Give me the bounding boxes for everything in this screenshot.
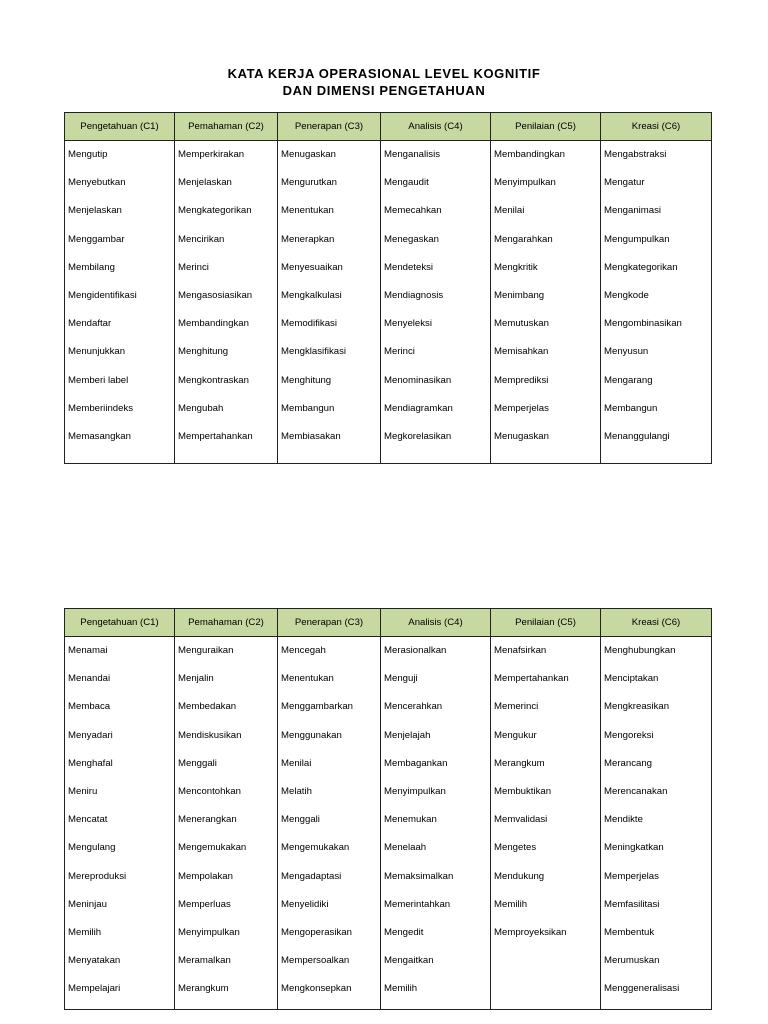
verb-item: Mengaudit <box>384 177 429 189</box>
header-pemahaman: Pemahaman (C2) <box>175 113 278 141</box>
verb-item: Membedakan <box>178 701 237 713</box>
verb-item: Mendukung <box>494 870 545 882</box>
column-c4 <box>381 637 491 1010</box>
column-c5 <box>491 637 601 1010</box>
verb-item: Mengklasifikasi <box>281 346 347 358</box>
verb-item: Membentuk <box>604 926 655 938</box>
verb-item: Mengatur <box>604 177 645 189</box>
verb-item: Mempersoalkan <box>281 955 350 967</box>
header-pemahaman: Pemahaman (C2) <box>175 609 278 637</box>
verb-item: Menyebutkan <box>68 177 126 189</box>
verb-item: Menemukan <box>384 814 437 826</box>
verb-item: Menjalin <box>178 673 214 685</box>
verb-item: Menyimpulkan <box>178 926 240 938</box>
verb-item: Menandai <box>68 673 111 685</box>
verb-item: Mengarang <box>604 374 653 386</box>
verb-item: Menggali <box>178 757 217 769</box>
header-penerapan: Penerapan (C3) <box>278 609 381 637</box>
verb-item: Menominasikan <box>384 374 452 386</box>
verb-item: Mengadaptasi <box>281 870 342 882</box>
verb-item: Mengetes <box>494 842 537 854</box>
verb-item: Menamai <box>68 645 108 656</box>
verb-item: Menggambarkan <box>281 701 353 713</box>
verb-item: Merencanakan <box>604 785 668 797</box>
verb-item: Mencontohkan <box>178 785 241 797</box>
verb-item: Mendiagramkan <box>384 402 453 414</box>
table-body-row <box>65 637 712 1010</box>
header-penilaian: Penilaian (C5) <box>491 609 601 637</box>
verb-item: Membangun <box>281 402 335 414</box>
verb-item: Menugaskan <box>494 430 549 442</box>
verb-item: Memilih <box>384 983 418 995</box>
verb-item: Memilih <box>68 926 102 938</box>
verb-item: Mengkontraskan <box>178 374 249 386</box>
verb-item: Mendikte <box>604 814 643 826</box>
verb-item: Mendaftar <box>68 318 112 330</box>
verb-item: Memperjelas <box>494 402 549 414</box>
column-c3 <box>278 141 381 464</box>
verb-item: Memvalidasi <box>494 814 548 826</box>
verb-item: Melatih <box>281 785 312 797</box>
verb-item: Mengoreksi <box>604 729 654 741</box>
header-penilaian: Penilaian (C5) <box>491 113 601 141</box>
verb-item: Membandingkan <box>178 318 249 330</box>
verb-item: Menerapkan <box>281 233 335 245</box>
table-header-row <box>65 609 712 637</box>
verb-item: Menyeleksi <box>384 318 432 330</box>
verb-item: Merancang <box>604 757 652 769</box>
verb-item: Menyatakan <box>68 955 121 967</box>
verb-item: Meningkatkan <box>604 842 664 854</box>
verb-item: Menyelidiki <box>281 898 329 910</box>
verb-item: Menjelaskan <box>68 205 122 217</box>
verb-item: Menganimasi <box>604 205 662 217</box>
page-title-line-1: KATA KERJA OPERASIONAL LEVEL KOGNITIF <box>227 66 541 81</box>
verb-item: Memerinci <box>494 701 539 713</box>
verb-item: Mereproduksi <box>68 870 127 882</box>
verb-item: Menyimpulkan <box>384 785 446 797</box>
header-kreasi: Kreasi (C6) <box>601 609 712 637</box>
verb-item: Menggali <box>281 814 320 826</box>
verb-item: Menguji <box>384 673 418 685</box>
verb-item: Memfasilitasi <box>604 898 660 910</box>
verb-item: Membandingkan <box>494 149 565 160</box>
column-c1 <box>65 637 175 1010</box>
verb-item: Memecahkan <box>384 205 442 217</box>
verb-item: Mengulang <box>68 842 116 854</box>
header-pengetahuan: Pengetahuan (C1) <box>65 113 175 141</box>
verb-item: Memerintahkan <box>384 898 451 910</box>
verb-item: Meninjau <box>68 898 107 910</box>
verb-item: Menugaskan <box>281 149 336 160</box>
verb-item: Menelaah <box>384 842 427 854</box>
verb-item: Mengedit <box>384 926 424 938</box>
header-analisis: Analisis (C4) <box>381 113 491 141</box>
verb-item: Menggunakan <box>281 729 342 741</box>
verb-item: Menyimpulkan <box>494 177 556 189</box>
verb-item: Membiasakan <box>281 430 341 442</box>
verb-item: Mengkalkulasi <box>281 289 342 301</box>
column-c3 <box>278 637 381 1010</box>
verb-item: Mencatat <box>68 814 108 826</box>
verb-item: Menilai <box>281 757 312 769</box>
verb-item: Mengkritik <box>494 261 538 273</box>
verb-item: Memperluas <box>178 898 231 910</box>
verb-item: Mempelajari <box>68 983 121 995</box>
verb-item: Menghafal <box>68 757 113 769</box>
verb-item: Mendeteksi <box>384 261 434 273</box>
verb-item: Meniru <box>68 785 98 797</box>
column-c2 <box>175 637 278 1010</box>
verb-item: Menafsirkan <box>494 645 547 656</box>
verb-item: Menciptakan <box>604 673 659 685</box>
verb-item: Megkorelasikan <box>384 430 452 442</box>
verb-item: Menganalisis <box>384 149 440 160</box>
verb-item: Mengarahkan <box>494 233 553 245</box>
verb-item: Memaksimalkan <box>384 870 454 882</box>
verb-item: Membagankan <box>384 757 448 769</box>
verb-item: Mengemukakan <box>281 842 350 854</box>
table-body-row <box>65 141 712 464</box>
page-title-line-2: DAN DIMENSI PENGETAHUAN <box>282 83 486 98</box>
verb-item: Memperkirakan <box>178 149 245 160</box>
verb-item: Mempertahankan <box>494 673 569 685</box>
verb-item: Memberi label <box>68 374 129 386</box>
header-pengetahuan: Pengetahuan (C1) <box>65 609 175 637</box>
verb-table-2 <box>64 608 712 1010</box>
verb-table-1 <box>64 112 712 464</box>
verb-item: Merasionalkan <box>384 645 447 656</box>
verb-item: Menggeneralisasi <box>604 983 680 995</box>
verb-item: Mendiskusikan <box>178 729 242 741</box>
verb-item: Menghubungkan <box>604 645 676 656</box>
column-c2 <box>175 141 278 464</box>
verb-item: Memprediksi <box>494 374 549 386</box>
column-c6 <box>601 141 712 464</box>
verb-item: Menyadari <box>68 729 113 741</box>
verb-item: Menentukan <box>281 205 334 217</box>
column-c5 <box>491 141 601 464</box>
verb-item: Mengemukakan <box>178 842 247 854</box>
verb-item: Memodifikasi <box>281 318 337 330</box>
verb-item: Mengkode <box>604 289 649 301</box>
verb-item: Mengkreasikan <box>604 701 670 713</box>
verb-item: Menimbang <box>494 289 545 301</box>
header-kreasi: Kreasi (C6) <box>601 113 712 141</box>
verb-item: Mengukur <box>494 729 537 741</box>
verb-item: Memperjelas <box>604 870 659 882</box>
column-c6 <box>601 637 712 1010</box>
verb-item: Menentukan <box>281 673 334 685</box>
verb-item: Mengubah <box>178 402 224 414</box>
verb-item: Menggambar <box>68 233 125 245</box>
verb-item: Menunjukkan <box>68 346 126 358</box>
verb-item: Menguraikan <box>178 645 234 656</box>
verb-item: Mengidentifikasi <box>68 289 137 301</box>
verb-item: Mendiagnosis <box>384 289 444 301</box>
verb-item: Mengkonsepkan <box>281 983 352 995</box>
header-penerapan: Penerapan (C3) <box>278 113 381 141</box>
verb-item: Mengabstraksi <box>604 149 667 160</box>
verb-item: Mengombinasikan <box>604 318 682 330</box>
column-c1 <box>65 141 175 464</box>
verb-item: Membangun <box>604 402 658 414</box>
verb-item: Mencegah <box>281 645 326 656</box>
verb-item: Memasangkan <box>68 430 131 442</box>
verb-item: Menjelaskan <box>178 177 232 189</box>
verb-item: Mencerahkan <box>384 701 443 713</box>
verb-item: Merangkum <box>494 757 545 769</box>
header-analisis: Analisis (C4) <box>381 609 491 637</box>
verb-item: Mengkategorikan <box>178 205 252 217</box>
verb-item: Menilai <box>494 205 525 217</box>
verb-item: Mengumpulkan <box>604 233 670 245</box>
verb-item: Mempertahankan <box>178 430 253 442</box>
verb-item: Menjelajah <box>384 729 431 741</box>
verb-item: Merinci <box>384 346 415 358</box>
verb-item: Memproyeksikan <box>494 926 567 938</box>
verb-item: Membuktikan <box>494 785 552 797</box>
verb-item: Merinci <box>178 261 209 273</box>
verb-item: Mengutip <box>68 149 108 160</box>
verb-item: Mengasosiasikan <box>178 289 253 301</box>
verb-item: Mengkategorikan <box>604 261 678 273</box>
verb-item: Menyesuaikan <box>281 261 343 273</box>
verb-item: Memisahkan <box>494 346 549 358</box>
column-c4 <box>381 141 491 464</box>
verb-item: Menanggulangi <box>604 430 670 442</box>
verb-item: Memilih <box>494 898 528 910</box>
verb-item: Menghitung <box>281 374 332 386</box>
verb-item: Merangkum <box>178 983 229 995</box>
verb-item: Merumuskan <box>604 955 660 967</box>
verb-item: Mencirikan <box>178 233 225 245</box>
table-header-row <box>65 113 712 141</box>
verb-item: Mempolakan <box>178 870 233 882</box>
verb-item: Mengaitkan <box>384 955 434 967</box>
verb-item: Menghitung <box>178 346 229 358</box>
verb-item: Menyusun <box>604 346 649 358</box>
verb-item: Menegaskan <box>384 233 439 245</box>
verb-item: Memutuskan <box>494 318 549 330</box>
verb-item: Meramalkan <box>178 955 231 967</box>
verb-item: Membilang <box>68 261 115 273</box>
verb-item: Mengoperasikan <box>281 926 352 938</box>
verb-item: Menerangkan <box>178 814 237 826</box>
verb-item: Memberiindeks <box>68 402 134 414</box>
verb-item: Membaca <box>68 701 111 713</box>
verb-item: Mengurutkan <box>281 177 337 189</box>
